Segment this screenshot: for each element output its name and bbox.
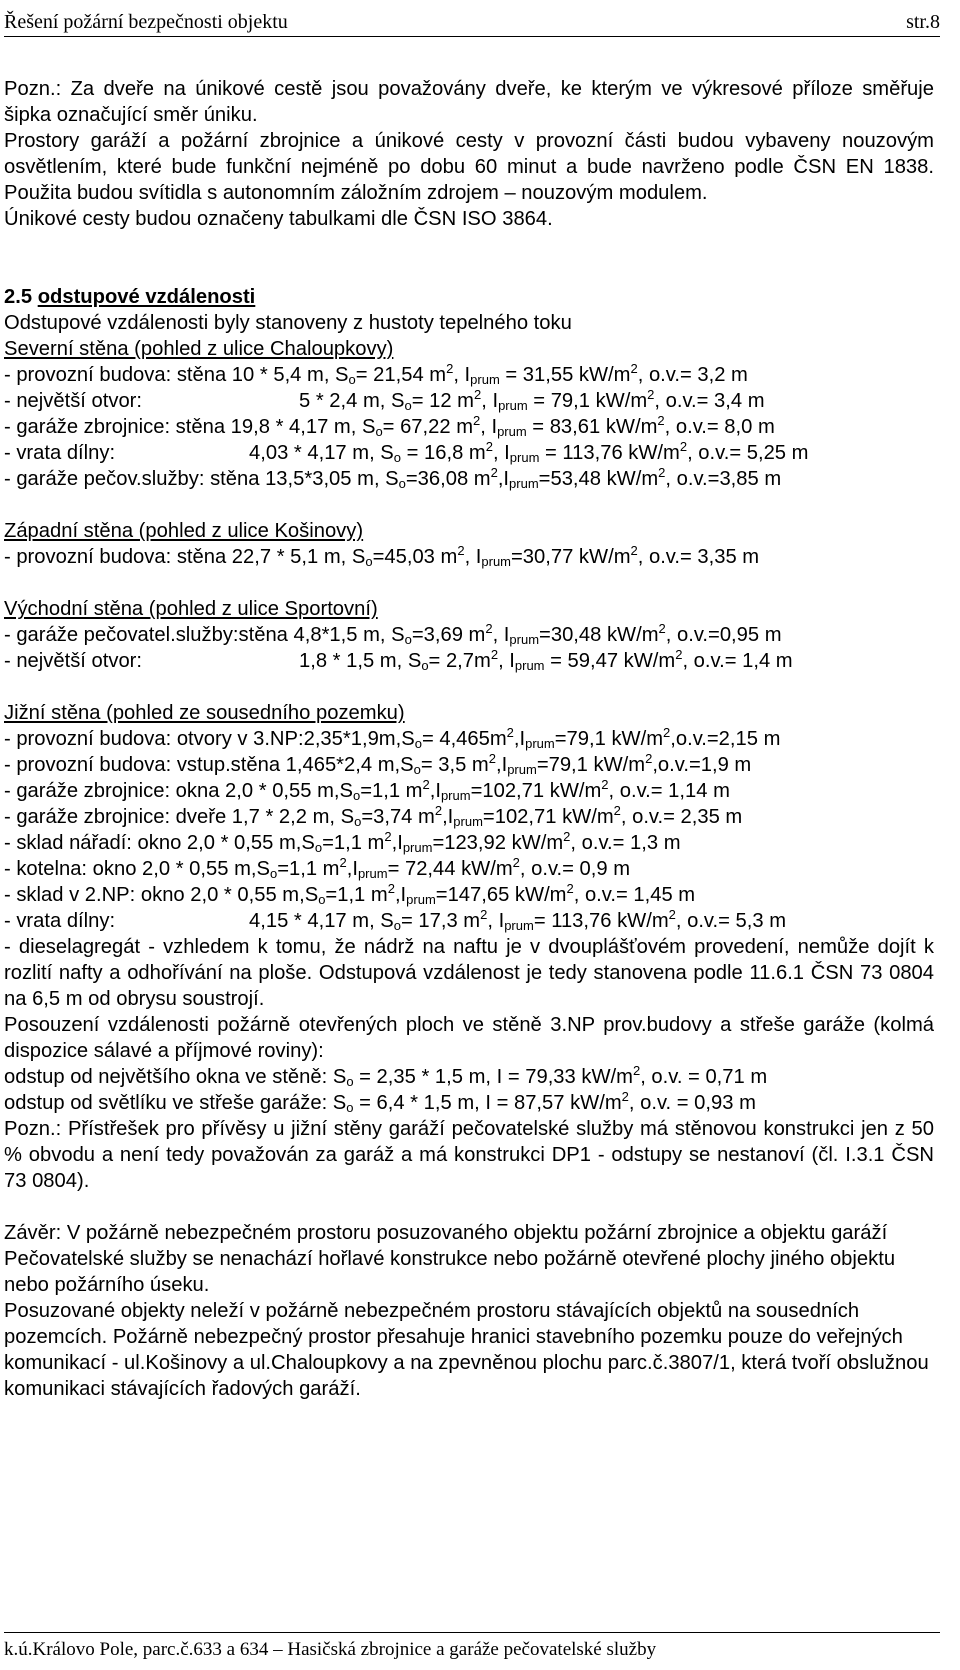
south-line-1: - provozní budova: otvory v $3.NP:2,35*1,9m,S_o= 4,465m^2,I_{prum}=79,1$ $kW/m^2,o.v.=2,15$ m [4,725,781,751]
assessment-paragraph: Posouzení vzdálenosti požárně otevřených ploch ve stěně 3.NP prov.budovy a střeše garáže (kolmá dispozice sálavé a příjmové roviny): [4,1014,934,1062]
signs-paragraph: Únikové cesty budou označeny tabulkami dle ČSN ISO 3864. [4,208,553,230]
north-wall-heading: Severní stěna (pohled z ulice Chaloupkovy) [4,338,394,360]
window-distance-line: odstup od největšího okna ve stěně: $S_o = 2,35 * 1,5$ m, I = 79,33 $kW/m^2$, o.v. = 0,71 m [4,1063,768,1089]
north-line-5: - garáže pečov.služby: stěna 13,5*3,05 m, $S_o=36,08$ $m^2,I_{prum}=53,48$ $kW/m^2$, o.v.=3,85 m [4,465,782,491]
south-line-3: - garáže zbrojnice: okna 2,0 * 0,55 $m,S_o=1,1$ $m^2,I_{prum}=102,71$ $kW/m^2$, o.v.= 1,14 m [4,777,730,803]
diesel-paragraph: - dieselagregát - vzhledem k tomu, že nádrž na naftu je v dvouplášťovém provedení, nemůže dojít k rozlití nafty a odhořívání na ploše. Odstupová vzdálenost je tedy stanovena podle 11.6.1 ČSN 73 0804 na 6,5 m od obrysu soustrojí. [4,936,934,1010]
north-line-2: - největší otvor: 5 * 2,4 m, $S_o= 12$ $m^2$, $I_{prum} = 79,1$ $kW/m^2$, o.v.= 3,4 m [4,387,765,413]
south-line-7: - sklad v 2.NP: okno 2,0 * 0,55 $m,S_o=1,1$ $m^2,I_{prum}=147,65$ $kW/m^2$, o.v.= 1,45 m [4,881,696,907]
page-footer [4,1632,940,1669]
skylight-distance-line: odstup od světlíku ve střeše garáže: $S_o = 6,4 * 1,5$ m, I = 87,57 $kW/m^2$, o.v. = 0,93 m [4,1089,756,1115]
east-line-2: - největší otvor: 1,8 * 1,5 m, $S_o= 2,7m^2$, $I_{prum} = 59,47$ $kW/m^2$, o.v.= 1,4 m [4,647,793,673]
page-number: str.8 [906,11,940,33]
north-line-1: - provozní budova: stěna 10 * 5,4 m, $S_o= 21,54$ $m^2$, $I_{prum} = 31,55$ $kW/m^2$, o.v.= 3,2 m [4,361,748,387]
section-title: odstupové vzdálenosti [37,286,256,308]
west-wall-heading: Západní stěna (pohled z ulice Košinovy) [4,520,364,542]
note-paragraph: Pozn.: Za dveře na únikové cestě jsou považovány dveře, ke kterým ve výkresové příloze směřuje šipka označující směr úniku. [4,78,934,126]
south-line-6: - kotelna: okno 2,0 * 0,55 $m,S_o=1,1$ $m^2,I_{prum}= 72,44$ $kW/m^2$, o.v.= 0,9 m [4,855,631,881]
section-heading [4,284,934,310]
south-wall-heading: Jižní stěna (pohled ze sousedního pozemku) [4,702,405,724]
west-line-1: - provozní budova: stěna 22,7 * 5,1 m, $S_o=45,03$ $m^2$, $I_{prum}=30,77$ $kW/m^2$, o.v.= 3,35 m [4,543,760,569]
lighting-paragraph: Prostory garáží a požární zbrojnice a únikové cesty v provozní části budou vybaveny nouzovým osvětlením, které bude funkční nejméně po dobu 60 minut a bude navrženo podle ČSN EN 1838. Použita budou svítidla s autonomním záložním zdrojem – nouzovým modulem. [4,130,934,204]
north-line-3: - garáže zbrojnice: stěna 19,8 * 4,17 m, $S_o= 67,22$ $m^2$, $I_{prum} = 83,61$ $kW/m^2$, o.v.= 8,0 m [4,413,775,439]
footer-text: k.ú.Královo Pole, parc.č.633 a 634 – Hasičská zbrojnice a garáže pečovatelské služby [4,1639,657,1660]
document-body [4,76,934,1402]
shelter-note-paragraph: Pozn.: Přístřešek pro přívěsy u jižní stěny garáží pečovatelské služby má stěnovou konstrukci jen z 50 % obvodu a není tedy považován za garáž a má konstrukci DP1 - odstupy se nestanoví (čl. I.3.1 ČSN 73 0804). [4,1118,934,1192]
header-title: Řešení požární bezpečnosti objektu [4,11,288,33]
south-line-2: - provozní budova: vstup.stěna 1,465*2,4 $m,S_o= 3,5$ $m^2,I_{prum}=79,1$ $kW/m^2,o.v.=1,9$ m [4,751,752,777]
page-header [4,4,940,37]
north-line-4: - vrata dílny: 4,03 * 4,17 m, $S_o = 16,8$ $m^2$, $I_{prum} = 113,76$ $kW/m^2$, o.v.= 5,25 m [4,439,809,465]
south-line-4: - garáže zbrojnice: dveře 1,7 * 2,2 m, $S_o=3,74$ $m^2,I_{prum}=102,71$ $kW/m^2$, o.v.= 2,35 m [4,803,743,829]
section-number: 2.5 [4,286,33,308]
conclusion-paragraph: Závěr: V požárně nebezpečném prostoru posuzovaného objektu požární zbrojnice a objektu garáží Pečovatelské služby se nenachází hořlavé konstrukce nebo požárně otevřené plochy jiného objektu nebo požárního úseku. [4,1222,896,1296]
section-description: Odstupové vzdálenosti byly stanoveny z hustoty tepelného toku [4,312,572,334]
south-line-5: - sklad nářadí: okno 2,0 * 0,55 $m,S_o=1,1$ $m^2,I_{prum}=123,92$ $kW/m^2$, o.v.= 1,3 m [4,829,681,855]
neighbours-paragraph: Posuzované objekty neleží v požárně nebezpečném prostoru stávajících objektů na sousedních pozemcích. Požárně nebezpečný prostor přesahuje hranici stavebního pozemku pouze do veřejných komunikací - ul.Košinovy a ul.Chaloupkovy a na zpevněnou plochu parc.č.3807/1, která tvoří obslužnou komunikaci stávajících řadových garáží. [4,1300,929,1400]
south-line-8: - vrata dílny: 4,15 * 4,17 m, $S_o= 17,3$ $m^2$, $I_{prum}= 113,76$ $kW/m^2$, o.v.= 5,3 m [4,907,787,933]
east-line-1: - garáže pečovatel.služby:stěna 4,8*1,5 m, $S_o=3,69$ $m^2$, $I_{prum}=30,48$ $kW/m^2$, o.v.=0,95 m [4,621,782,647]
east-wall-heading: Východní stěna (pohled z ulice Sportovní) [4,598,378,620]
